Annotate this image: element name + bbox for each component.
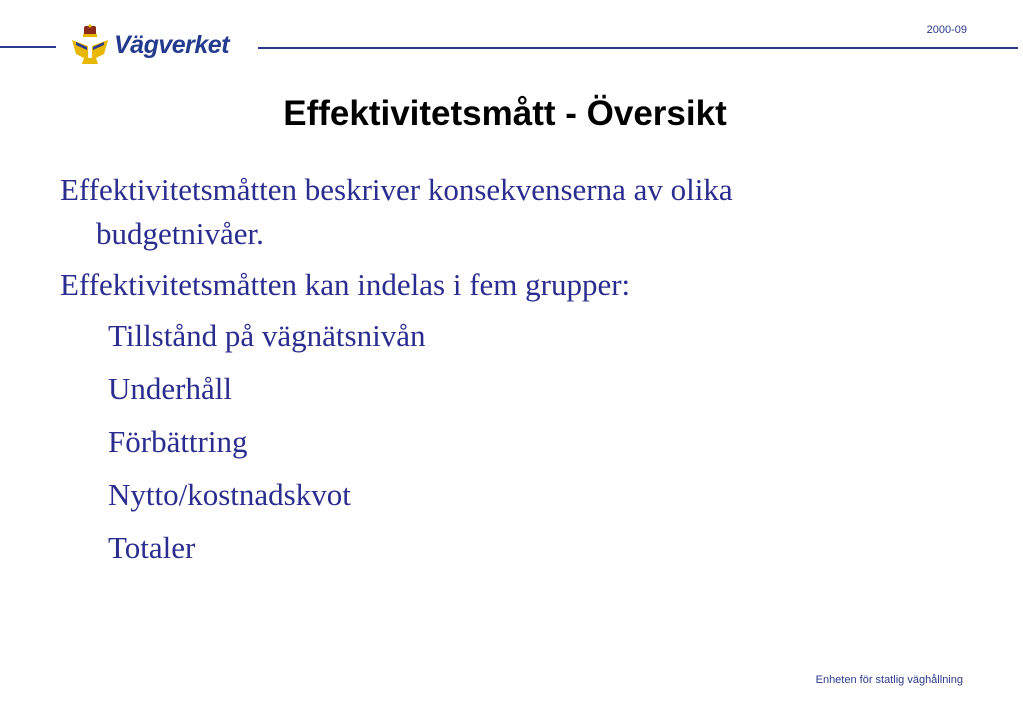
vagverket-logo — [70, 22, 229, 68]
header-line-right — [258, 47, 1018, 49]
footer-text: Enheten för statlig väghållning — [815, 674, 963, 686]
slide-title: Effektivitetsmått - Översikt — [283, 94, 727, 133]
slide-body — [60, 168, 960, 579]
group-item: Nytto/kostnadskvot — [108, 477, 351, 512]
crown-emblem-icon — [70, 24, 110, 66]
logo-text: Vägverket — [114, 30, 230, 59]
slide-date: 2000-09 — [926, 24, 967, 36]
group-item: Förbättring — [108, 424, 248, 459]
group-item: Tillstånd på vägnätsnivån — [108, 318, 426, 353]
paragraph-groups-intro: Effektivitetsmåtten kan indelas i fem grupper: — [60, 267, 631, 302]
header-line-left — [0, 46, 56, 48]
group-item: Underhåll — [108, 371, 232, 406]
paragraph-description: Effektivitetsmåtten beskriver konsekvenserna av olika budgetnivåer. — [60, 172, 733, 251]
group-item: Totaler — [108, 530, 196, 565]
